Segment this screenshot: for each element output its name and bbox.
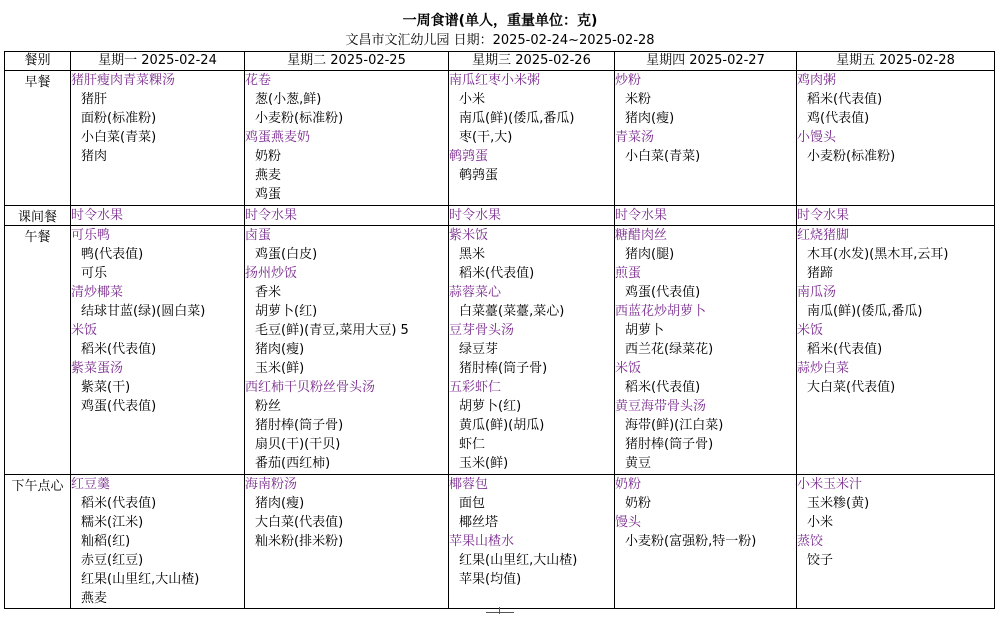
ingredient-item: 面包: [459, 496, 486, 511]
dish-name: 时令水果: [797, 208, 850, 223]
dish-name: 豆芽骨头汤: [449, 323, 515, 338]
column-header-friday: 星期五 2025-02-28: [797, 52, 995, 71]
dish-name: 西红柿干贝粉丝骨头汤: [245, 380, 376, 395]
ingredient-item: 胡萝卜: [625, 323, 665, 338]
ingredient-item: 西兰花(绿菜花): [625, 342, 714, 357]
dish-name: 椰蓉包: [449, 477, 489, 492]
meal-label: 课间餐: [5, 206, 71, 226]
ingredient-item: 小白菜(青菜): [81, 130, 157, 145]
dish-name: 米饭: [615, 361, 642, 376]
dish-name: 小馒头: [797, 130, 837, 145]
ingredient-item: 鸡蛋(代表值): [81, 399, 157, 414]
ingredient-item: 猪蹄: [807, 266, 834, 281]
ingredient-item: 香米: [255, 285, 282, 300]
meal-row-morning-snack: [5, 206, 995, 226]
ingredient-item: 奶粉: [625, 496, 652, 511]
dish-name: 时令水果: [449, 208, 502, 223]
dish-name: 花卷: [245, 73, 272, 88]
ingredient-item: 猪肉(瘦): [625, 111, 675, 126]
meal-label: 早餐: [5, 71, 71, 206]
ingredient-item: 小米: [807, 515, 834, 530]
dish-name: 紫菜蛋汤: [71, 361, 124, 376]
column-header-thursday: 星期四 2025-02-27: [615, 52, 797, 71]
ingredient-item: 猪肉(瘦): [255, 496, 305, 511]
ingredient-item: 稻米(代表值): [459, 266, 535, 281]
ingredient-item: 猪肉(瘦): [255, 342, 305, 357]
ingredient-item: 玉米(鲜): [459, 456, 509, 471]
ingredient-item: 鸡蛋: [255, 187, 282, 202]
menu-cell: [797, 206, 995, 226]
menu-cell: [615, 206, 797, 226]
weekly-menu-table: [4, 51, 995, 609]
ingredient-item: 稻米(代表值): [81, 496, 157, 511]
ingredient-item: 小米: [459, 92, 486, 107]
dish-name: 紫米饭: [449, 228, 489, 243]
dish-name: 蒜炒白菜: [797, 361, 850, 376]
page-subtitle: 文昌市文汇幼儿园 日期：2025-02-24~2025-02-28: [345, 33, 655, 48]
dish-name: 西蓝花炒胡萝卜: [615, 304, 707, 319]
page-center-mark: [486, 607, 514, 618]
meal-row-lunch: [5, 226, 995, 475]
ingredient-item: 小麦粉(富强粉,特一粉): [625, 534, 757, 549]
ingredient-item: 稻米(代表值): [625, 380, 701, 395]
dish-name: 鸡肉粥: [797, 73, 837, 88]
dish-name: 炒粉: [615, 73, 642, 88]
ingredient-item: 饺子: [807, 553, 834, 568]
menu-cell: [615, 226, 797, 475]
ingredient-item: 鸡(代表值): [807, 111, 870, 126]
dish-name: 南瓜汤: [797, 285, 837, 300]
ingredient-item: 粉丝: [255, 399, 282, 414]
menu-cell: [449, 206, 615, 226]
ingredient-item: 燕麦: [255, 168, 282, 183]
dish-name: 时令水果: [71, 208, 124, 223]
menu-cell: [71, 206, 245, 226]
ingredient-item: 白菜薹(菜薹,菜心): [459, 304, 565, 319]
ingredient-item: 小麦粉(标准粉): [255, 111, 344, 126]
ingredient-item: 猪肘棒(筒子骨): [255, 418, 344, 433]
ingredient-item: 糯米(江米): [81, 515, 144, 530]
menu-cell: [449, 71, 615, 206]
ingredient-item: 椰丝塔: [459, 515, 499, 530]
ingredient-item: 赤豆(红豆): [81, 553, 144, 568]
meal-label: 午餐: [5, 226, 71, 475]
dish-name: 米饭: [71, 323, 98, 338]
menu-cell: [245, 206, 449, 226]
ingredient-item: 葱(小葱,鲜): [255, 92, 322, 107]
ingredient-item: 虾仁: [459, 437, 486, 452]
dish-name: 卤蛋: [245, 228, 272, 243]
ingredient-item: 猪肘棒(筒子骨): [625, 437, 714, 452]
ingredient-item: 黑米: [459, 247, 486, 262]
menu-cell: [797, 475, 995, 609]
ingredient-item: 稻米(代表值): [807, 92, 883, 107]
menu-cell: [449, 475, 615, 609]
ingredient-item: 猪肝: [81, 92, 108, 107]
dish-name: 红豆羹: [71, 477, 111, 492]
ingredient-item: 南瓜(鲜)(倭瓜,番瓜): [459, 111, 575, 126]
ingredient-item: 玉米糁(黄): [807, 496, 870, 511]
ingredient-item: 小白菜(青菜): [625, 149, 701, 164]
menu-cell: [245, 475, 449, 609]
menu-cell: [245, 71, 449, 206]
dish-name: 南瓜红枣小米粥: [449, 73, 541, 88]
dish-name: 煎蛋: [615, 266, 642, 281]
ingredient-item: 结球甘蓝(绿)(圆白菜): [81, 304, 206, 319]
menu-cell: [71, 226, 245, 475]
page-title: 一周食谱(单人，重量单位：克): [402, 13, 598, 29]
dish-name: 苹果山楂水: [449, 534, 515, 549]
ingredient-item: 稻米(代表值): [81, 342, 157, 357]
dish-name: 时令水果: [245, 208, 298, 223]
ingredient-item: 燕麦: [81, 591, 108, 606]
dish-name: 米饭: [797, 323, 824, 338]
ingredient-item: 猪肘棒(筒子骨): [459, 361, 548, 376]
dish-name: 小米玉米汁: [797, 477, 863, 492]
menu-cell: [797, 71, 995, 206]
meal-row-breakfast: [5, 71, 995, 206]
menu-cell: [71, 475, 245, 609]
dish-name: 奶粉: [615, 477, 642, 492]
ingredient-item: 猪肉(腿): [625, 247, 675, 262]
ingredient-item: 稻米(代表值): [807, 342, 883, 357]
ingredient-item: 毛豆(鲜)(青豆,菜用大豆) 5: [255, 323, 409, 338]
ingredient-item: 大白菜(代表值): [807, 380, 896, 395]
column-header-monday: 星期一 2025-02-24: [71, 52, 245, 71]
dish-name: 清炒椰菜: [71, 285, 124, 300]
column-header-tuesday: 星期二 2025-02-25: [245, 52, 449, 71]
column-header-wednesday: 星期三 2025-02-26: [449, 52, 615, 71]
ingredient-item: 籼稻(红): [81, 534, 131, 549]
ingredient-item: 南瓜(鲜)(倭瓜,番瓜): [807, 304, 923, 319]
menu-cell: [615, 71, 797, 206]
ingredient-item: 可乐: [81, 266, 108, 281]
menu-cell: [797, 226, 995, 475]
ingredient-item: 扇贝(干)(干贝): [255, 437, 341, 452]
ingredient-item: 木耳(水发)(黑木耳,云耳): [807, 247, 949, 262]
dish-name: 青菜汤: [615, 130, 655, 145]
ingredient-item: 鸡蛋(白皮): [255, 247, 318, 262]
ingredient-item: 胡萝卜(红): [459, 399, 522, 414]
dish-name: 扬州炒饭: [245, 266, 298, 281]
ingredient-item: 番茄(西红柿): [255, 456, 331, 471]
dish-name: 馒头: [615, 515, 642, 530]
column-header-meal: 餐别: [5, 52, 71, 71]
ingredient-item: 小麦粉(标准粉): [807, 149, 896, 164]
dish-name: 海南粉汤: [245, 477, 298, 492]
meal-row-afternoon-snack: [5, 475, 995, 609]
ingredient-item: 米粉: [625, 92, 652, 107]
ingredient-item: 籼米粉(排米粉): [255, 534, 344, 549]
ingredient-item: 鸭(代表值): [81, 247, 144, 262]
dish-name: 糖醋肉丝: [615, 228, 668, 243]
menu-cell: [245, 226, 449, 475]
ingredient-item: 黄豆: [625, 456, 652, 471]
dish-name: 猪肝瘦肉青菜粿汤: [71, 73, 176, 88]
dish-name: 蒜蓉菜心: [449, 285, 502, 300]
ingredient-item: 红果(山里红,大山楂): [81, 572, 200, 587]
dish-name: 五彩虾仁: [449, 380, 502, 395]
ingredient-item: 鹌鹑蛋: [459, 168, 499, 183]
menu-cell: [71, 71, 245, 206]
ingredient-item: 海带(鲜)(江白菜): [625, 418, 724, 433]
dish-name: 黄豆海带骨头汤: [615, 399, 707, 414]
dish-name: 蒸饺: [797, 534, 824, 549]
dish-name: 可乐鸭: [71, 228, 111, 243]
ingredient-item: 鸡蛋(代表值): [625, 285, 701, 300]
ingredient-item: 胡萝卜(红): [255, 304, 318, 319]
ingredient-item: 苹果(均值): [459, 572, 522, 587]
ingredient-item: 玉米(鲜): [255, 361, 305, 376]
dish-name: 时令水果: [615, 208, 668, 223]
ingredient-item: 红果(山里红,大山楂): [459, 553, 578, 568]
menu-cell: [449, 226, 615, 475]
ingredient-item: 猪肉: [81, 149, 108, 164]
ingredient-item: 紫菜(干): [81, 380, 131, 395]
dish-name: 鹌鹑蛋: [449, 149, 489, 164]
meal-label: 下午点心: [5, 475, 71, 609]
table-header-row: [5, 52, 995, 71]
menu-cell: [615, 475, 797, 609]
ingredient-item: 大白菜(代表值): [255, 515, 344, 530]
ingredient-item: 奶粉: [255, 149, 282, 164]
ingredient-item: 枣(干,大): [459, 130, 513, 145]
ingredient-item: 黄瓜(鲜)(胡瓜): [459, 418, 545, 433]
ingredient-item: 面粉(标准粉): [81, 111, 157, 126]
dish-name: 红烧猪脚: [797, 228, 850, 243]
dish-name: 鸡蛋燕麦奶: [245, 130, 311, 145]
ingredient-item: 绿豆芽: [459, 342, 499, 357]
